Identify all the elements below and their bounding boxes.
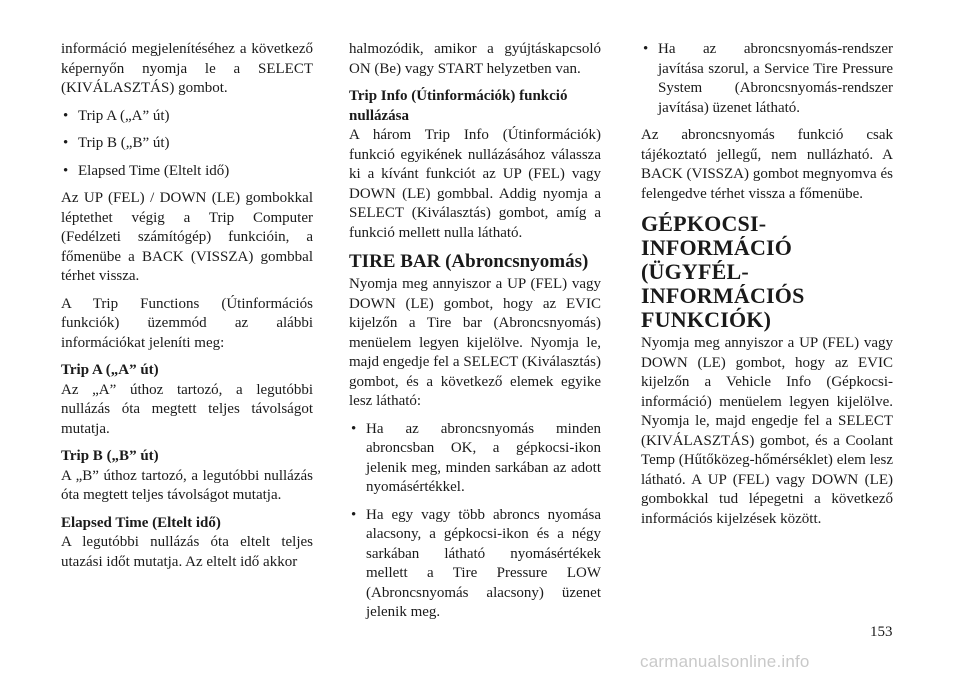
page-number: 153 — [870, 624, 893, 640]
paragraph-trip-b: A „B” úthoz tartozó, a legutóbbi nullázás óta megtett teljes távolságot mutatja. — [61, 467, 313, 503]
paragraph-trip-functions: A Trip Functions (Útinformációs funkciók) üzemmód az alábbi információkat jeleníti meg: — [61, 295, 313, 351]
heading-trip-b: Trip B („B” út) — [61, 448, 159, 464]
heading-trip-a: Trip A („A” út) — [61, 362, 159, 378]
heading-trip-info-reset: Trip Info (Útinformációk) funkció nullázása — [349, 88, 568, 124]
bullet-icon: • — [643, 41, 649, 57]
list-item: • Trip A („A” út) — [61, 107, 313, 127]
paragraph-tire-bar: Nyomja meg annyiszor a UP (FEL) vagy DOWN (LE) gombot, hogy az EVIC kijelzőn a Tire bar (Abroncsnyomás) menüelem legyen kijelölve. Nyomja le, majd engedje fel a SELECT (Kiválasztás) gombot, és a következő elemek egyike lesz látható: — [349, 276, 601, 409]
bullet-icon: • — [351, 420, 357, 437]
paragraph-trip-info-reset: A három Trip Info (Útinformációk) funkció egyikének nullázásához válassza ki a kívánt funkciót az UP (FEL) vagy DOWN (LE) gombbal. Addig nyomja a SELECT (Kiválasztás) gombot, amíg a funkció mellett nulla látható. — [349, 127, 601, 241]
tire-status-list — [349, 420, 601, 623]
list-item: • Ha az abroncsnyomás-rendszer javítása szorul, a Service Tire Pressure System (Abroncsnyomás-rendszer javítása) üzenet látható. — [643, 41, 893, 116]
bullet-icon: • — [63, 107, 69, 124]
heading-elapsed-time: Elapsed Time (Eltelt idő) — [61, 514, 221, 531]
trip-list — [61, 107, 313, 182]
paragraph-navigation: Az UP (FEL) / DOWN (LE) gombokkal léptethet végig a Trip Computer (Fedélzeti számítógép) funkcióin, a főmenübe a BACK (VISSZA) gombbal térhet vissza. — [61, 190, 313, 284]
paragraph-intro: információ megjelenítéséhez a következő képernyőn nyomja le a SELECT (KIVÁLASZTÁS) gombot. — [61, 41, 313, 96]
column-right — [641, 40, 893, 537]
list-item: • Elapsed Time (Eltelt idő) — [61, 162, 313, 182]
heading-tire-bar: TIRE BAR (Abroncsnyomás) — [349, 251, 589, 272]
column-left — [61, 40, 313, 580]
column-middle — [349, 40, 601, 631]
list-item: • Ha egy vagy több abroncs nyomása alacsony, a gépkocsi-ikon és a négy sarkában látható nyomásértékek mellett a Tire Pressure LOW (Abroncsnyomás alacsony) üzenet jelenik meg. — [351, 506, 601, 620]
paragraph-tire-info: Az abroncsnyomás funkció csak tájékoztató jellegű, nem nullázható. A BACK (VISSZA) gombot megnyomva és felengedve térhet vissza a főmenübe. — [641, 127, 893, 202]
paragraph-elapsed-time: A legutóbbi nullázás óta eltelt teljes utazási időt mutatja. Az eltelt idő akkor — [61, 534, 313, 570]
paragraph-continued: halmozódik, amikor a gyújtáskapcsoló ON (Be) vagy START helyzetben van. — [349, 41, 601, 77]
bullet-icon: • — [351, 506, 357, 523]
heading-vehicle-info: GÉPKOCSI-INFORMÁCIÓ (ÜGYFÉL-INFORMÁCIÓS FUNKCIÓK) — [641, 211, 805, 332]
paragraph-trip-a: Az „A” úthoz tartozó, a legutóbbi nullázás óta megtett teljes távolságot mutatja. — [61, 381, 313, 437]
tire-service-list — [641, 40, 893, 118]
list-item: • Trip B („B” út) — [61, 134, 313, 154]
paragraph-vehicle-info: Nyomja meg annyiszor a UP (FEL) vagy DOWN (LE) gombot, hogy az EVIC kijelzőn a Vehicle Info (Gépkocsi-információ) menüelem legyen kijelölve. Nyomja le, majd engedje fel a SELECT (KIVÁLASZTÁS) gombot, és a Coolant Temp (Hűtőközeg-hőmérséklet) elem lesz látható. A UP (FEL) vagy DOWN (LE) gombokkal tud lépegetni a következő információs kijelzések között. — [641, 335, 893, 527]
bullet-icon: • — [63, 162, 69, 179]
bullet-icon: • — [63, 135, 69, 151]
watermark: carmanualsonline.info — [640, 652, 810, 671]
list-item: • Ha az abroncsnyomás minden abroncsban OK, a gépkocsi-ikon jelenik meg, minden sarkában az adott nyomásértékkel. — [351, 420, 601, 495]
